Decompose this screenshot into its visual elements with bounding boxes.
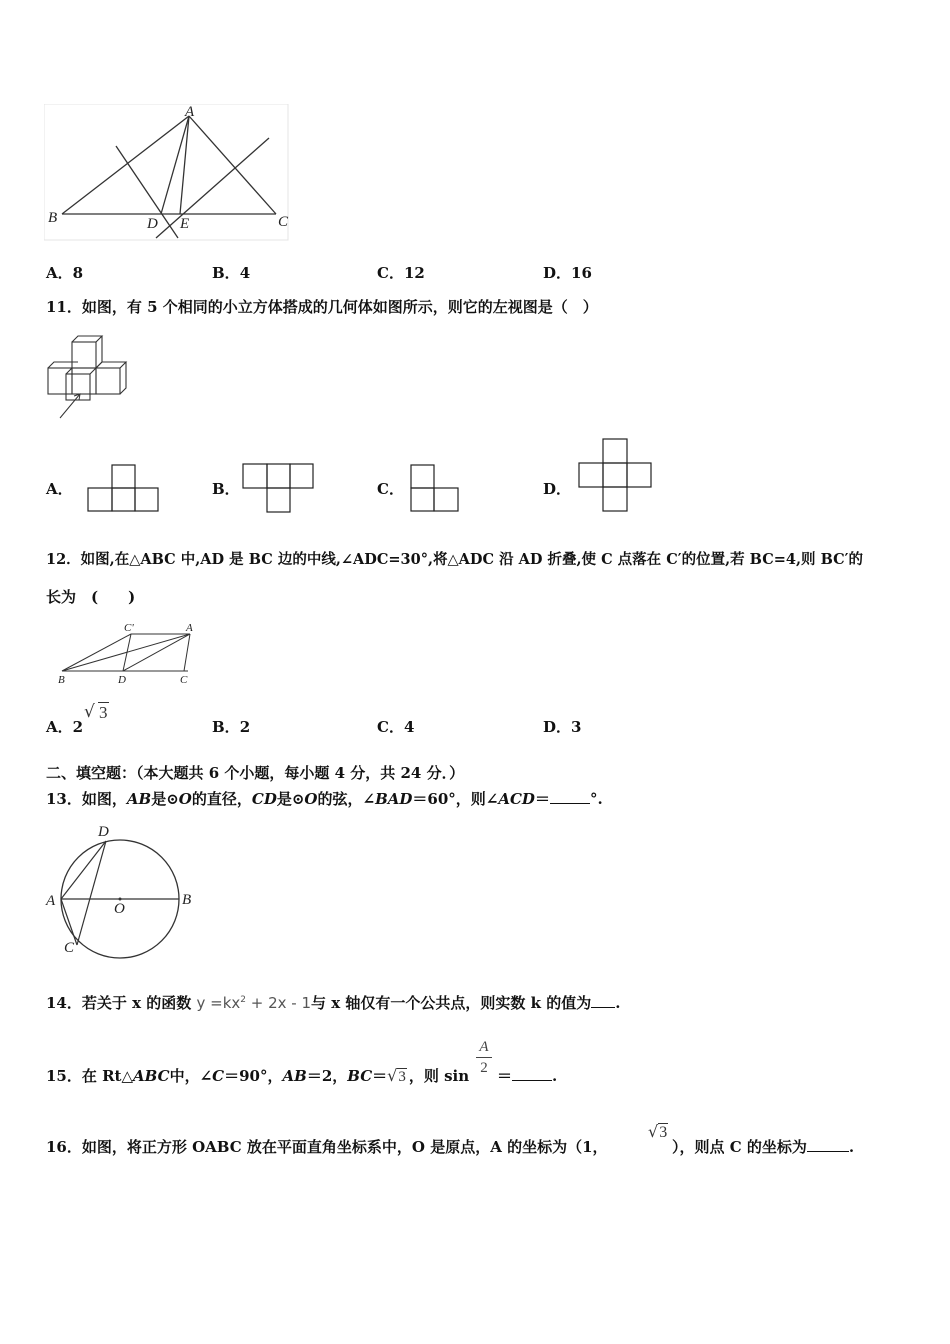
q13-label-B: B bbox=[182, 892, 192, 908]
q10-option-c: C．12 bbox=[377, 264, 425, 282]
q16-answer-blank bbox=[807, 1150, 849, 1152]
q12-text-line2: 长为 ( ) bbox=[46, 588, 136, 606]
q15-answer-blank bbox=[512, 1079, 552, 1081]
q15-fraction: A 2 bbox=[476, 1038, 492, 1077]
section2-title: 二、填空题：（本大题共 6 个小题，每小题 4 分，共 24 分．） bbox=[46, 764, 465, 782]
q15-text: 15．在 Rt△ABC中，∠C＝90°，AB＝2，BC＝√3 ，则 sin bbox=[46, 1066, 470, 1085]
q10-label-B: B bbox=[48, 210, 58, 226]
q11-option-c: C． bbox=[377, 480, 404, 498]
q11-option-b: B． bbox=[212, 480, 240, 498]
q12-label-A: A bbox=[186, 622, 193, 634]
q12-figure bbox=[56, 620, 206, 686]
q13-text: 13．如图，AB是⊙O的直径，CD是⊙O的弦，∠BAD＝60°，则∠ACD＝ °. bbox=[46, 790, 603, 808]
q11-option-d-figure bbox=[577, 437, 655, 517]
q10-option-a: A．8 bbox=[46, 264, 84, 282]
q12-label-C: C bbox=[180, 674, 188, 686]
q14-text: 14．若关于 x 的函数 $y =kx^2 + 2x - 1$与 x 轴仅有一个公共点，则实数 k 的值为 . bbox=[46, 994, 621, 1012]
q12-label-B: B bbox=[58, 674, 65, 686]
q11-text: 11．如图，有 5 个相同的小立方体搭成的几何体如图所示，则它的左视图是（ ） bbox=[46, 298, 598, 316]
q10-option-b: B．4 bbox=[212, 264, 251, 282]
q13-label-D: D bbox=[98, 824, 109, 840]
q15-answer-tail: ＝ . bbox=[497, 1067, 558, 1085]
q16-sqrt: √3 bbox=[648, 1122, 668, 1141]
q15-sqrt: √3 bbox=[387, 1066, 406, 1085]
q10-label-E: E bbox=[180, 216, 190, 232]
q14-answer-blank bbox=[591, 1006, 615, 1008]
q11-option-a-figure bbox=[86, 463, 162, 515]
q12-text-line1: 12．如图,在△ABC 中,AD 是 BC 边的中线,∠ADC=30°,将△ADC 沿 AD 折叠,使 C 点落在 C′的位置,若 BC=4,则 BC′的 bbox=[46, 551, 863, 568]
q10-label-A: A bbox=[185, 104, 195, 120]
q13-label-A: A bbox=[46, 893, 56, 909]
q12-label-C1: C' bbox=[124, 622, 134, 634]
q16-text-part2: ），则点 C 的坐标为 . bbox=[672, 1138, 855, 1156]
q11-option-d: D． bbox=[543, 480, 572, 498]
q13-label-C: C bbox=[64, 940, 75, 956]
q12-option-d: D．3 bbox=[543, 718, 582, 736]
q13-answer-blank bbox=[550, 802, 590, 804]
q10-option-d: D．16 bbox=[543, 264, 592, 282]
q16-text-part1: 16．如图，将正方形 OABC 放在平面直角坐标系中，O 是原点，A 的坐标为（1， bbox=[46, 1138, 608, 1156]
q13-label-O: O bbox=[114, 901, 125, 917]
q12-option-a: A．2 bbox=[46, 718, 84, 736]
q12-option-b: B．2 bbox=[212, 718, 251, 736]
q11-figure-cubes bbox=[44, 334, 136, 424]
q12-label-D: D bbox=[118, 674, 126, 686]
q14-formula: $y =kx^2 + 2x - 1$ bbox=[196, 994, 312, 1012]
q11-option-c-figure bbox=[409, 463, 463, 515]
q10-figure bbox=[44, 104, 294, 244]
q12-option-c: C．4 bbox=[377, 718, 415, 736]
q13-figure bbox=[44, 820, 204, 960]
q11-option-b-figure bbox=[241, 462, 317, 516]
q12-option-a-sqrt: √ 3 bbox=[84, 702, 108, 722]
q10-label-C: C bbox=[278, 214, 289, 230]
q10-label-D: D bbox=[147, 216, 158, 232]
q11-option-a: A． bbox=[46, 480, 73, 498]
